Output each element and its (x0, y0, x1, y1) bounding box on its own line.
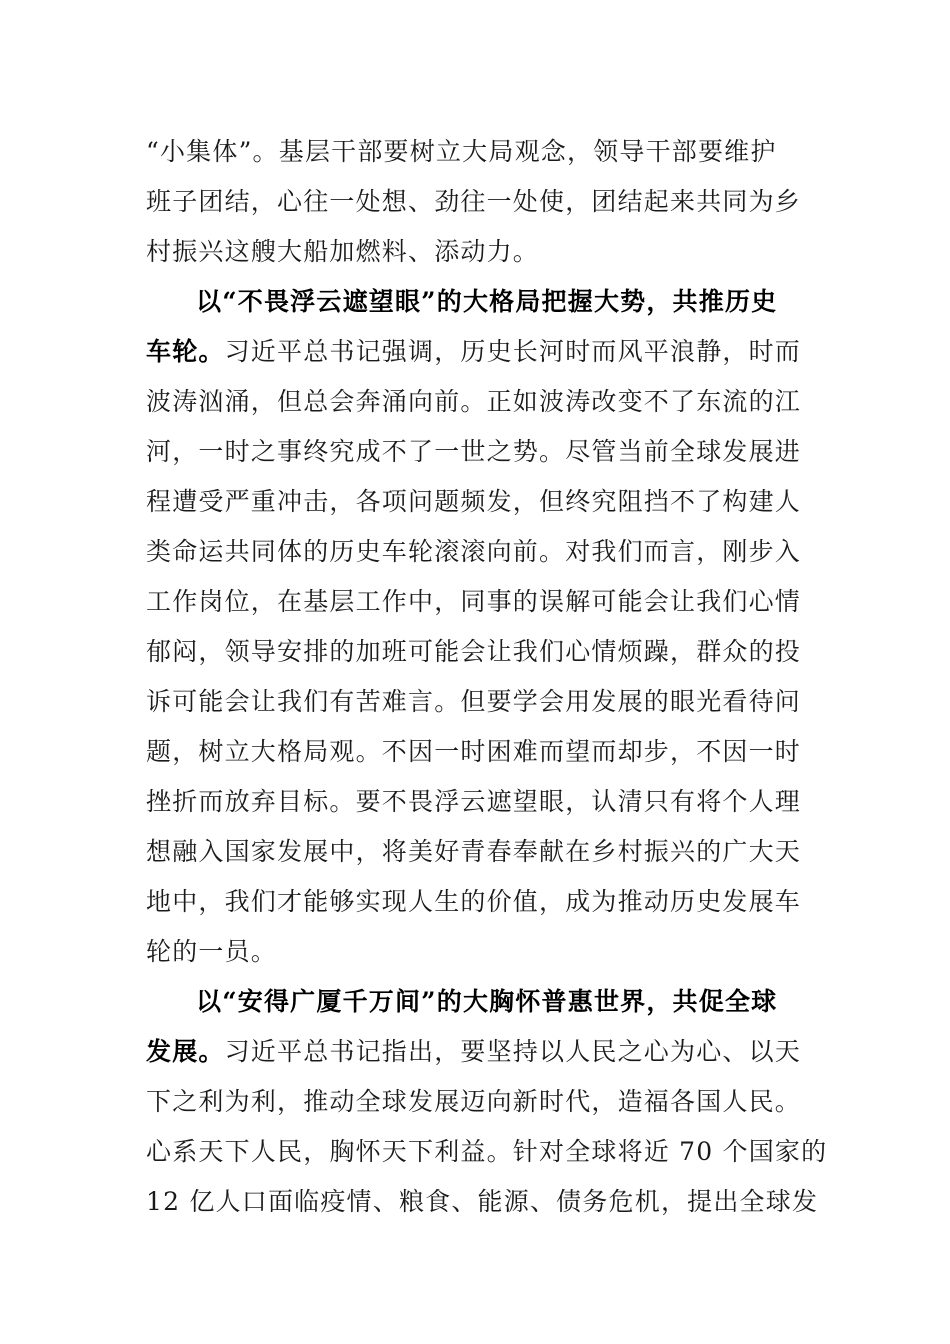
text-line (146, 727, 801, 777)
text-line (146, 227, 539, 277)
line-text: 郁闷，领导安排的加班可能会让我们心情烦躁，群众的投 (146, 637, 802, 666)
text-line (146, 577, 801, 627)
line-text: 心系天下人民，胸怀天下利益。针对全球将近 70 个国家的 (146, 1137, 828, 1166)
bold-lead: 以“不畏浮云遮望眼”的大格局把握大势，共推历史 (196, 287, 778, 316)
line-text: 12 亿人口面临疫情、粮食、能源、债务危机，提出全球发 (146, 1187, 819, 1216)
text-line (146, 127, 777, 177)
text-line (146, 777, 801, 827)
text-line (146, 527, 801, 577)
line-text: 下之利为利，推动全球发展迈向新时代，造福各国人民。 (146, 1087, 802, 1116)
line-text: 波涛汹涌，但总会奔涌向前。正如波涛改变不了东流的江 (146, 387, 802, 416)
text-line (146, 877, 801, 927)
text-line (146, 677, 801, 727)
line-text: 地中，我们才能够实现人生的价值，成为推动历史发展车 (146, 887, 802, 916)
text-line (146, 827, 801, 877)
paragraph-heading-line (196, 277, 777, 327)
text-line (146, 927, 277, 977)
line-text: 想融入国家发展中，将美好青春奉献在乡村振兴的广大天 (146, 837, 802, 866)
line-text: 工作岗位，在基层工作中，同事的误解可能会让我们心情 (146, 587, 802, 616)
line-text: 班子团结，心往一处想、劲往一处使，团结起来共同为乡 (146, 187, 802, 216)
line-text: 习近平总书记强调，历史长河时而风平浪静，时而 (224, 337, 802, 366)
line-text: 程遭受严重冲击，各项问题频发，但终究阻挡不了构建人 (146, 487, 802, 516)
text-line (146, 177, 801, 227)
line-text: 村振兴这艘大船加燃料、添动力。 (146, 237, 540, 266)
text-line (146, 627, 801, 677)
text-line (146, 1127, 827, 1177)
text-line (146, 427, 801, 477)
text-line (146, 1077, 801, 1127)
paragraph-heading-line (196, 977, 777, 1027)
text-line (146, 1027, 801, 1077)
text-line (146, 1177, 818, 1227)
bold-lead: 发展。 (146, 1037, 225, 1066)
text-line (146, 327, 801, 377)
bold-lead: 车轮。 (146, 337, 225, 366)
line-text: 河，一时之事终究成不了一世之势。尽管当前全球发展进 (146, 437, 802, 466)
line-text: 类命运共同体的历史车轮滚滚向前。对我们而言，刚步入 (146, 537, 802, 566)
text-line (146, 377, 801, 427)
line-text: 轮的一员。 (146, 937, 278, 966)
line-text: “小集体”。基层干部要树立大局观念，领导干部要维护 (146, 137, 777, 166)
line-text: 诉可能会让我们有苦难言。但要学会用发展的眼光看待问 (146, 687, 802, 716)
line-text: 习近平总书记指出，要坚持以人民之心为心、以天 (224, 1037, 802, 1066)
text-line (146, 477, 801, 527)
bold-lead: 以“安得广厦千万间”的大胸怀普惠世界，共促全球 (196, 987, 778, 1016)
line-text: 题，树立大格局观。不因一时困难而望而却步，不因一时 (146, 737, 802, 766)
line-text: 挫折而放弃目标。要不畏浮云遮望眼，认清只有将个人理 (146, 787, 802, 816)
